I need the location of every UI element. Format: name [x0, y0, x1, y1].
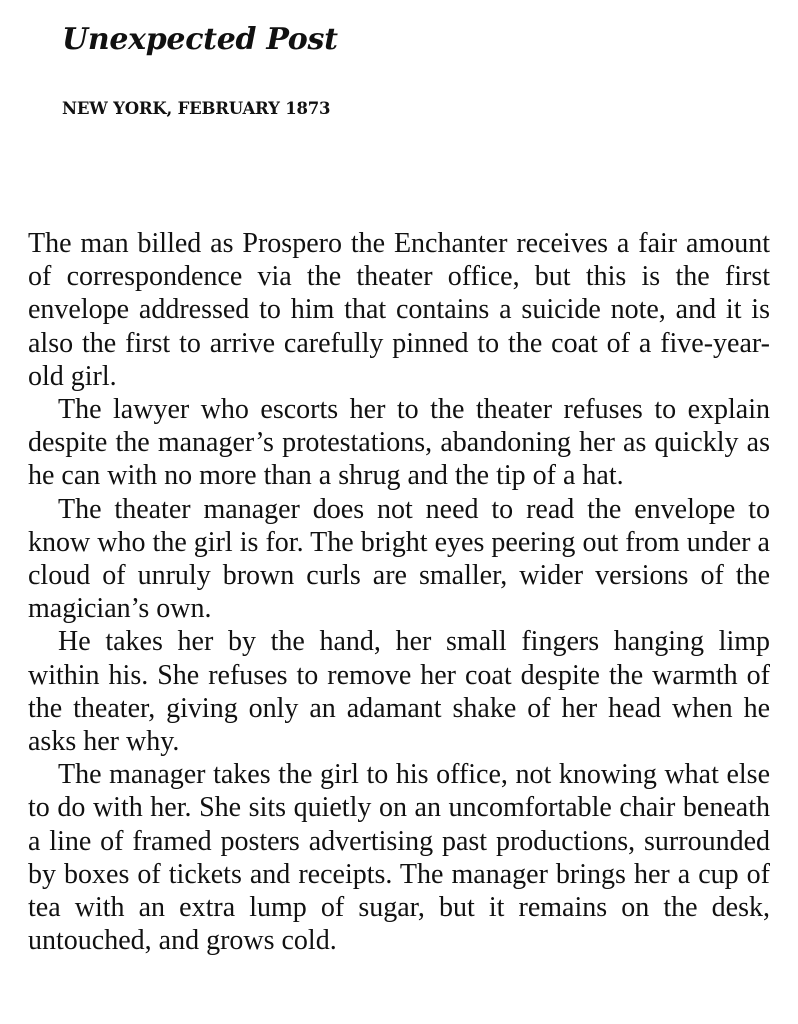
paragraph: The theater manager does not need to read the envelope to know who the girl is for. The bright eyes peering out from under a cloud of unruly brown curls are smaller, wider versions of the magician’s own.	[28, 493, 770, 625]
paragraph: The lawyer who escorts her to the theater refuses to explain despite the manager’s protestations, abandoning her as quickly as he can with no more than a shrug and the tip of a hat.	[28, 394, 770, 492]
paragraph: He takes her by the hand, her small fingers hanging limp within his. She refuses to remove her coat despite the warmth of the theater, giving only an adamant shake of her head when he asks her why.	[28, 626, 770, 758]
paragraph: The manager takes the girl to his office, not knowing what else to do with her. She sits quietly on an uncomfortable chair beneath a line of framed posters advertising past productions, surrounded by boxes of tickets and receipts. The manager brings her a cup of tea with an extra lump of sugar, but it remains on the desk, untouched, and grows cold.	[28, 759, 770, 957]
chapter-title: Unexpected Post	[62, 22, 338, 57]
body-text	[28, 227, 770, 957]
paragraph: The man billed as Prospero the Enchanter receives a fair amount of correspondence via the theater office, but this is the first envelope addressed to him that contains a suicide note, and it is also the first to arrive carefully pinned to the coat of a five-year-old girl.	[28, 228, 770, 392]
dateline: NEW YORK, FEBRUARY 1873	[62, 99, 331, 118]
